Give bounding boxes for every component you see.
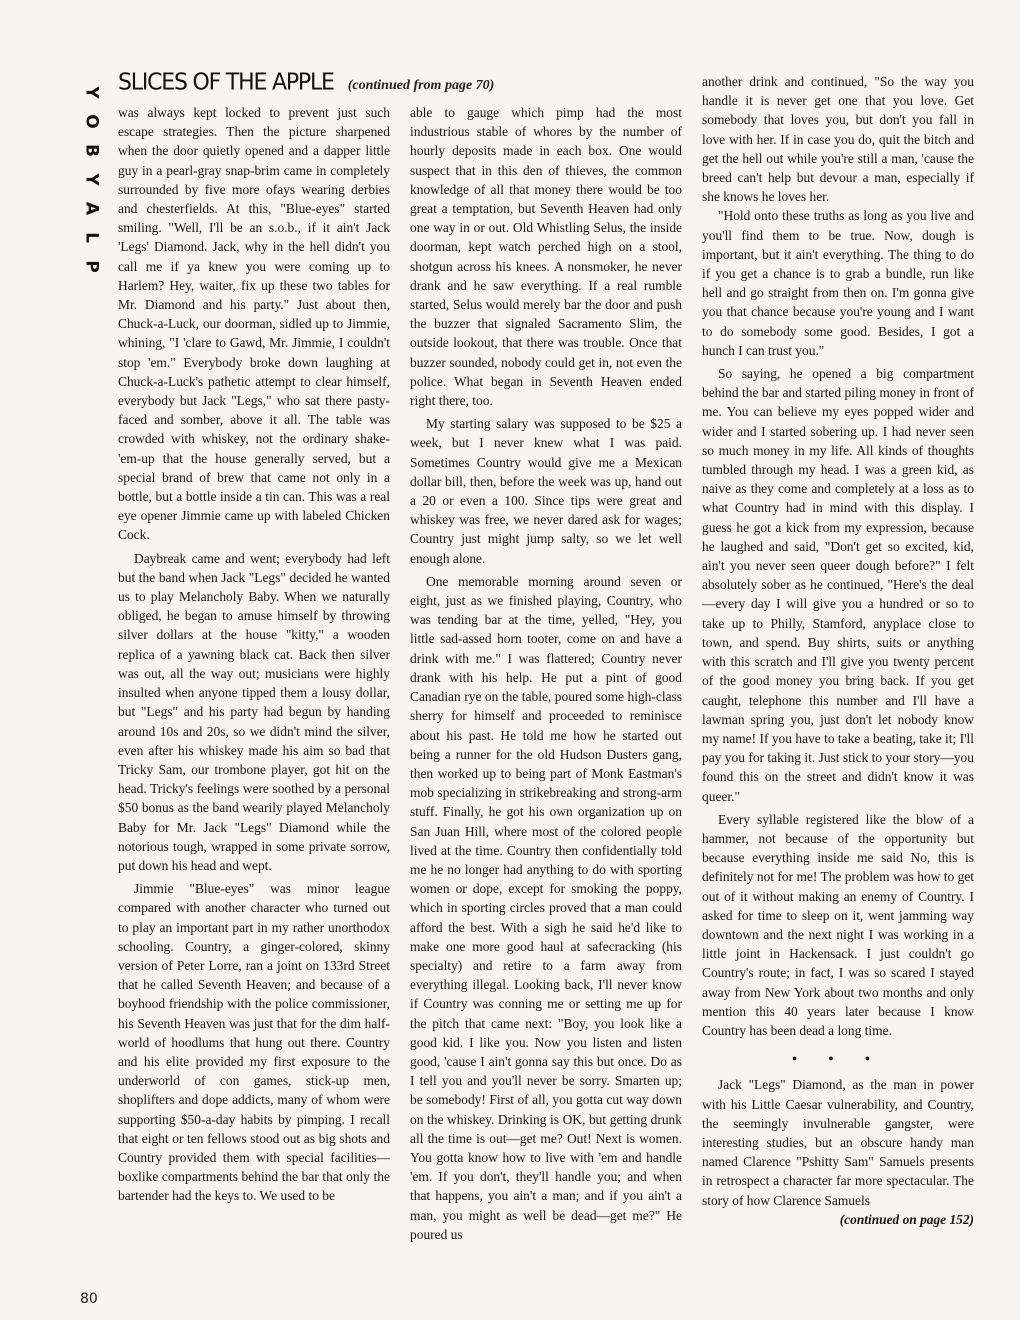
text-column-1 bbox=[118, 103, 390, 1206]
paragraph: So saying, he opened a big compartment behind the bar and started piling money in front of me. You can believe my eyes popped wider and wider and I started sobering up. I had never seen so much money in my life. All kinds of thoughts tumbled through my head. I was a green kid, as naive as they come and completely at a loss as to what Country had in mind with this display. I guess he got a kick from my expression, because he laughed and said, "Don't get so excited, kid, ain't you never seen queer dough before?" I felt absolutely sober as he continued, "Here's the deal—every day I will give you a hundred or so to take up to Philly, Stamford, anyplace close to town, and spend. Buy shirts, suits or anything with this scratch and I'll give you twenty percent of the good money you bring back. If you get caught, telephone this number and I'll have a lawman spring you, just don't let nobody know my name! If you have to take a beating, take it; I'll pay you for taking it. Just stick to your story—you found this on the street and didn't know it was queer." bbox=[702, 366, 974, 804]
paragraph: Jimmie "Blue-eyes" was minor league compared with another character who turned out to play an important part in my rather unorthodox schooling. Country, a ginger-colored, skinny version of Peter Lorre, ran a joint on 133rd Street that he called Seventh Heaven; and because of a boyhood friendship with the police commissioner, his Seventh Heaven was just that for the dim half-world of hoodlums that hung out there. Country and his elite provided my first exposure to the underworld of con games, stick-up men, shoplifters and dope addicts, many of whom were supporting $50-a-day habits by pimping. I recall that eight or ten fellows stood out as big shots and Country provided them with special facilities—boxlike compartments behind the bar that only the bartender had the keys to. We used to be bbox=[118, 881, 390, 1204]
magazine-name-vertical bbox=[76, 78, 106, 281]
masthead-letter: A bbox=[81, 201, 102, 216]
paragraph: "Hold onto these truths as long as you live and you'll find them to be true. Now, dough is important, but it ain't everything. The thing to do if you get a chance is to grab a bundle, run like hell and go straight from then on. I'm gonna give you that chance because you're young and I want to do somebody some good. Besides, I got a hunch I can trust you." bbox=[702, 208, 974, 358]
section-separator: • • • bbox=[792, 1052, 884, 1068]
continued-on-note: (continued on page 152) bbox=[839, 1211, 974, 1227]
paragraph: was always kept locked to prevent just such escape strategies. Then the picture sharpened when the door quietly opened and a dapper little guy in a pearl-gray snap-brim came in completely surrounded by five more ofays wearing derbies and chesterfields. At this, "Blue-eyes" started smiling. "Well, I'll be an s.o.b., if it ain't Jack 'Legs' Diamond. Jack, why in the hell didn't you call me if ya knew you were coming up to Harlem? Hey, waiter, fix up these two tables for Mr. Diamond and his party." Just about then, Chuck-a-Luck, our doorman, sidled up to Jimmie, whining, "I 'clare to Gawd, Mr. Jimmie, I couldn't stop 'em." Everybody broke down laughing at Chuck-a-Luck's pathetic attempt to clear himself, everybody but Jack "Legs," who sat there pasty-faced and somber, above it all. The table was crowded with whiskey, not the ordinary shake-'em-up that the house generally served, but a special brand of brew that came not only in a bottle, but a bottle inside a tin can. This was a real eye opener Jimmie came up with labeled Chicken Cock. bbox=[118, 105, 390, 543]
paragraph: Every syllable registered like the blow of a hammer, not because of the opportunity but because everything inside me said No, this is definitely not for me! The problem was how to get out of it without making an enemy of Country. I asked for time to sleep on it, went jamming way downtown and the next night I was working in a little joint in Hackensack. I just couldn't go Country's route; in fact, I was so scared I stayed away from New York about two months and only mention this 40 years later because I know Country has been dead a long time. bbox=[702, 811, 974, 1038]
masthead-letter: Y bbox=[81, 173, 102, 186]
paragraph: Daybreak came and went; everybody had left but the band when Jack "Legs" decided he wanted us to play Melancholy Baby. When we naturally obliged, he began to amuse himself by throwing silver dollars at the house "kitty," a wooden replica of a yawning black cat. Back then silver was out, all the way out; musicians were highly insulted when anyone tipped them a lousy dollar, but "Legs" and his party had begun by handing around 10s and 20s, so we didn't mind the silver, even after his whiskey made his aim so bad that Tricky Sam, our trombone player, got hit on the head. Tricky's feelings were soothed by a personal $50 bonus as the band wearily played Melancholy Baby for Mr. Jack "Legs" Diamond while the notorious tough, wrapped in some private sorrow, put down his head and wept. bbox=[118, 550, 390, 873]
page-number: 80 bbox=[80, 1291, 98, 1307]
article-header bbox=[118, 70, 678, 104]
article-title: SLICES OF THE APPLE bbox=[118, 69, 334, 96]
masthead-letter: P bbox=[81, 260, 102, 273]
paragraph: One memorable morning around seven or eight, just as we finished playing, Country, who was tending bar at the time, yelled, "Hey, you little sad-assed horn tooter, come on and have a drink with me." I was flattered; Country never drank with his help. He put a pint of good Canadian rye on the table, poured some high-class sherry for himself and proceeded to reminisce about his past. He told me how he started out being a runner for the old Hudson Dusters gang, then worked up to being part of Monk Eastman's mob specializing in strikebreaking and strong-arm stuff. Finally, he got his own organization up on San Juan Hill, where most of the colored people lived at the time. Country then confidentially told me he no longer had anything to do with sporting women or dope, except for smoking the poppy, which in sporting circles proved that a man could afford the best. With a sigh he said he'd like to make one more good haul at safecracking (his specialty) and retire to a farm away from everything illegal. Looking back, I'll never know if Country was conning me or setting me up for the pitch that came next: "Boy, you look like a good kid. I like you. Now you listen and listen good, 'cause I ain't gonna say this but once. Do as I tell you and you'll never be sorry. Smarten up; be somebody! First of all, you gotta cut way down on the whiskey. Drinking is OK, but getting drunk all the time is out—get me? Out! Next is women. You gotta know how to live with 'em and handle 'em. If you don't, they'll handle you; and when that happens, you ain't a man; and if you ain't a man, you might as well be dead—get me?" He poured us bbox=[410, 573, 682, 1242]
masthead-letter: Y bbox=[81, 86, 102, 99]
paragraph: another drink and continued, "So the way you handle it is never get one that you love. Get somebody that loves you, but don't you fall in love with her. If in case you do, quit the bitch and get the hell out while you're still a man, 'cause the breed can't help but devour a man, especially if she knows he loves her. bbox=[702, 74, 974, 205]
continued-from-note: (continued from page 70) bbox=[347, 78, 495, 93]
masthead-letter: B bbox=[81, 144, 102, 157]
masthead-letter: O bbox=[81, 114, 102, 129]
masthead-letter: L bbox=[81, 232, 102, 243]
text-column-3 bbox=[702, 72, 974, 1229]
paragraph: My starting salary was supposed to be $25 a week, but I never knew what I was paid. Sometimes Country would give me a Mexican dollar bill, then, before the week was up, hand out a 20 or even a 100. Since tips were great and whiskey was free, we never dared ask for wages; Country just might jump salty, so we let well enough alone. bbox=[410, 416, 682, 566]
paragraph: Jack "Legs" Diamond, as the man in power with his Little Caesar vulnerability, and Country, the seemingly invulnerable gangster, were interesting studies, but an obscure handy man named Clarence "Pshitty Sam" Samuels presents in retrospect a character far more spectacular. The story of how Clarence Samuels bbox=[702, 1077, 974, 1208]
paragraph: able to gauge which pimp had the most industrious stable of whores by the number of hourly deposits made in each box. One would suspect that in this den of thieves, the common knowledge of all that money there would be too great a temptation, but Seventh Heaven had only one way in or out. Old Whistling Selus, the inside doorman, kept watch perched high on a stool, shotgun across his knees. A nonsmoker, he never drank and he saw everything. If a real rumble started, Selus would merely bar the door and push the buzzer that signaled Sacramento Slim, the outside lookout, that there was trouble. Once that buzzer sounded, nobody could get in, not even the police. What began in Seventh Heaven ended right there, too. bbox=[410, 105, 682, 409]
text-column-2 bbox=[410, 103, 682, 1244]
